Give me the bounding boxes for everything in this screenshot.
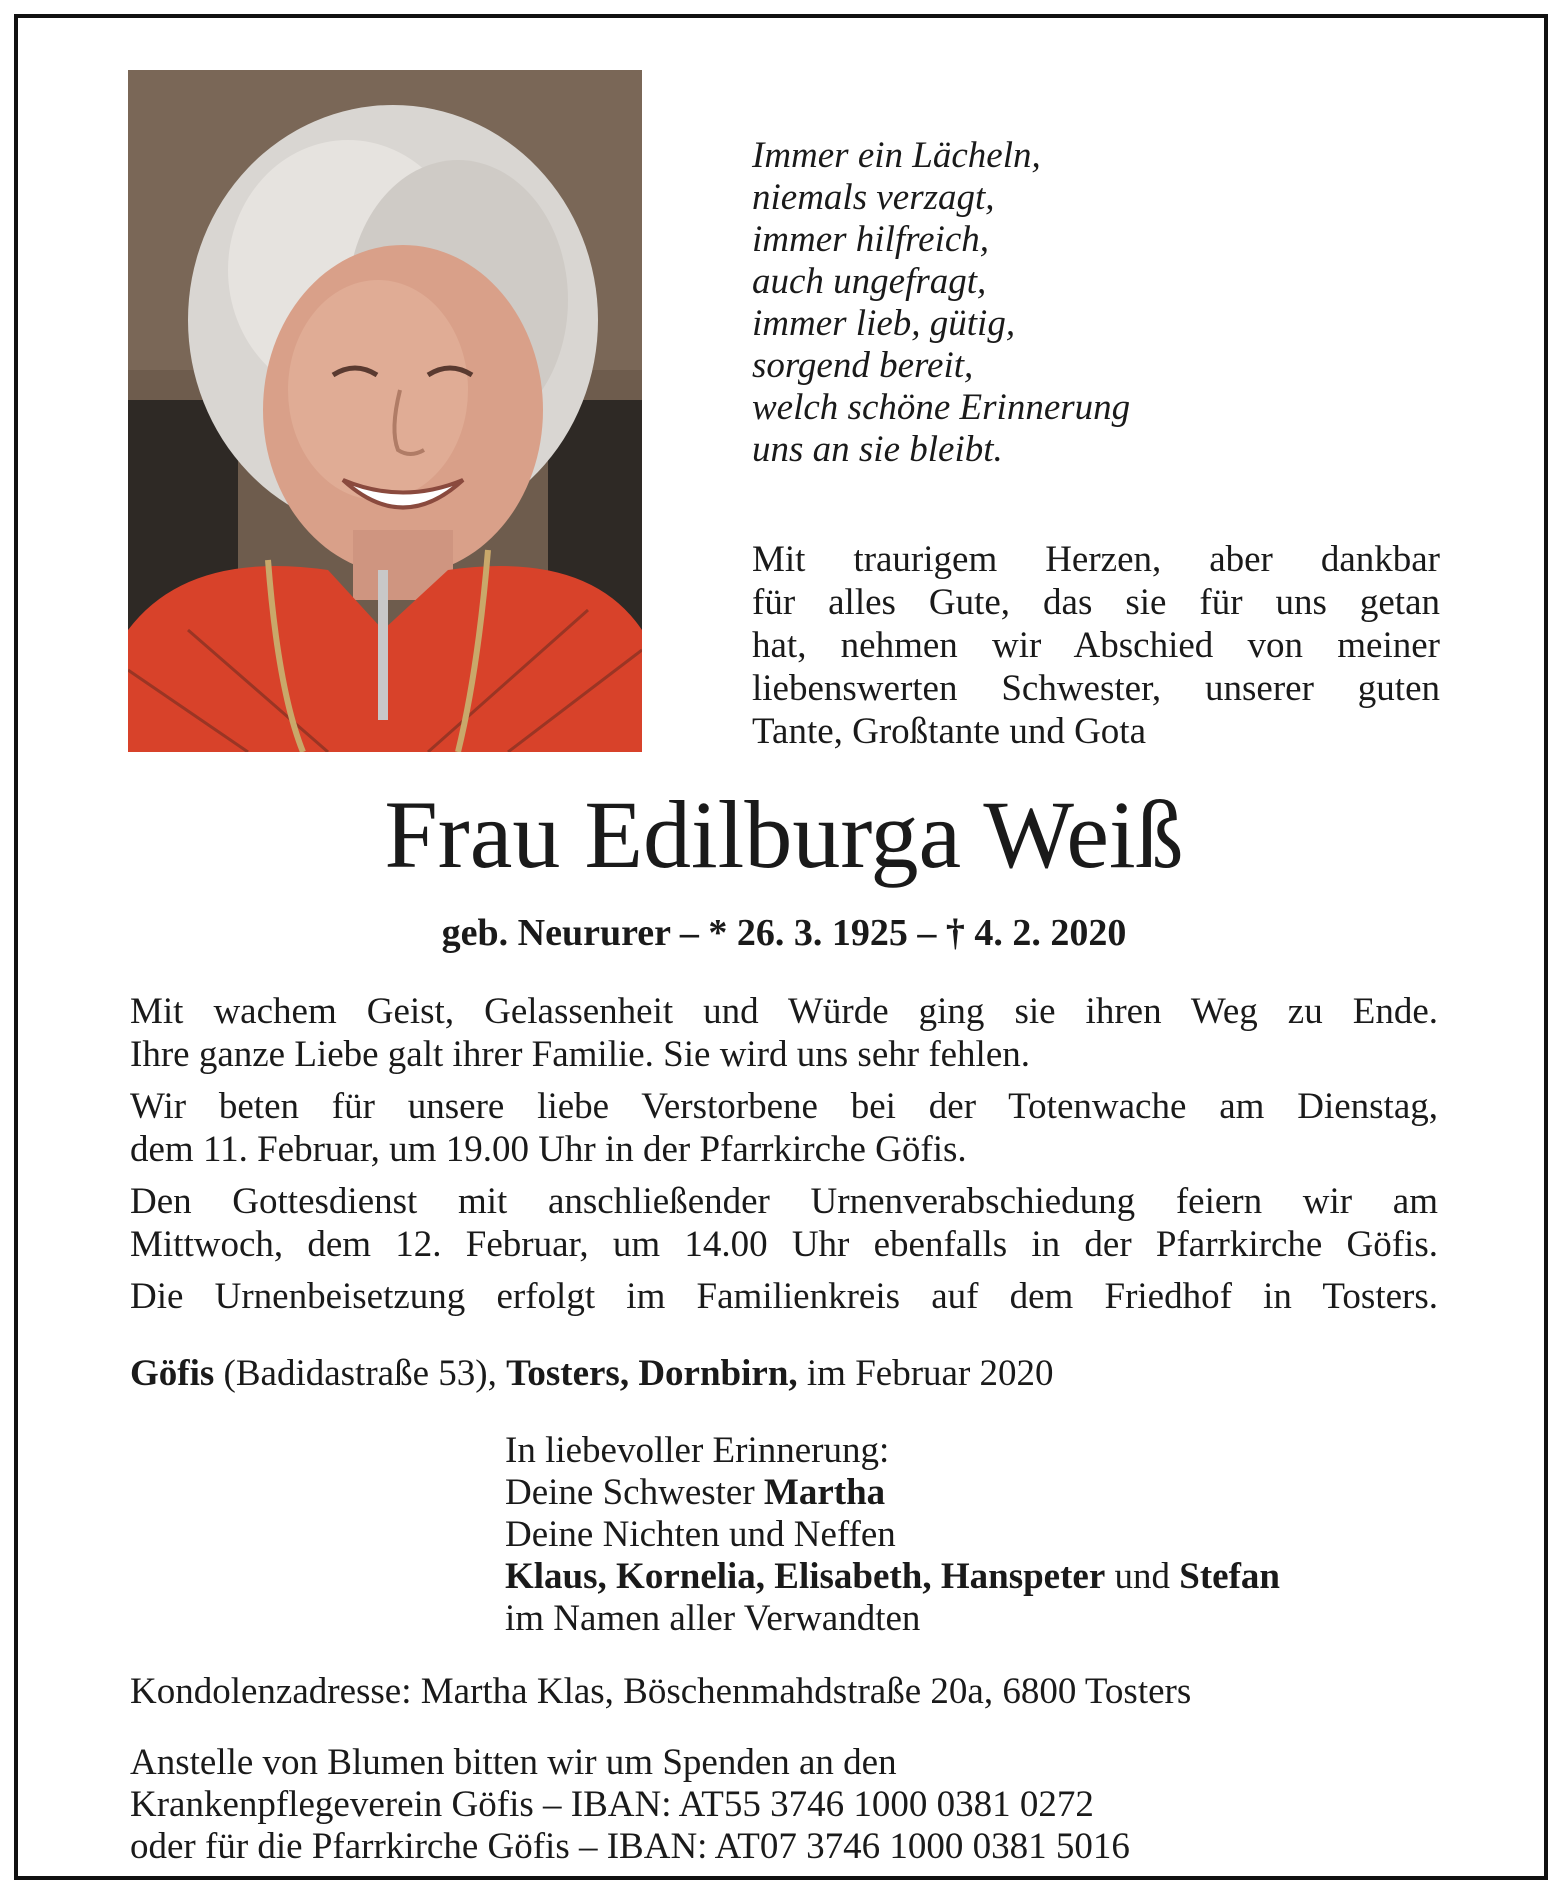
poem-line: welch schöne Erinnerung	[752, 387, 1131, 428]
sister-name: Martha	[763, 1472, 886, 1513]
portrait-illustration	[128, 70, 642, 752]
sister-prefix: Deine Schwester	[505, 1472, 764, 1513]
life-dates: geb. Neururer – * 26. 3. 1925 – † 4. 2. 2020	[441, 912, 1127, 954]
signature-line: im Namen aller Verwandten	[505, 1598, 921, 1639]
poem-line: auch ungefragt,	[752, 261, 987, 302]
paragraph-service	[130, 1180, 1438, 1266]
paragraph-line: Wir beten für unsere liebe Verstorbene bei der Totenwache am Dienstag,	[130, 1086, 1438, 1127]
portrait-photo	[128, 70, 642, 752]
poem-line: immer hilfreich,	[752, 219, 990, 260]
signature-block	[505, 1430, 1280, 1640]
poem-line: niemals verzagt,	[752, 177, 995, 218]
donation-line: Krankenpflegeverein Göfis – IBAN: AT55 3746 1000 0381 0272	[130, 1784, 1094, 1825]
paragraph-line: Mittwoch, dem 12. Februar, um 14.00 Uhr ebenfalls in der Pfarrkirche Göfis.	[130, 1224, 1438, 1265]
deceased-name: Frau Edilburga Weiß	[384, 781, 1184, 888]
poem	[752, 135, 1130, 471]
signature-line: Deine Nichten und Neffen	[505, 1514, 896, 1555]
donation-info	[130, 1742, 1130, 1868]
paragraph-line: Ihre ganze Liebe galt ihrer Familie. Sie wird uns sehr fehlen.	[130, 1034, 1031, 1075]
paragraph-burial	[130, 1275, 1438, 1318]
poem-line: uns an sie bleibt.	[752, 429, 1003, 470]
poem-line: immer lieb, gütig,	[752, 303, 1016, 344]
paragraph-wake	[130, 1085, 1438, 1171]
paragraph-legacy	[130, 990, 1438, 1076]
donation-line: Anstelle von Blumen bitten wir um Spenden an den	[130, 1742, 897, 1783]
place-date: im Februar 2020	[797, 1353, 1054, 1394]
paragraph-line: Mit wachem Geist, Gelassenheit und Würde ging sie ihren Weg zu Ende.	[130, 991, 1438, 1032]
signature-line	[505, 1556, 1280, 1598]
place-town: Göfis	[130, 1353, 215, 1394]
condolence-address: Kondolenzadresse: Martha Klas, Böschenmahdstraße 20a, 6800 Tosters	[130, 1671, 1192, 1712]
poem-line: sorgend bereit,	[752, 345, 974, 386]
intro-line: für alles Gute, das sie für uns getan	[752, 582, 1440, 623]
nephew-names: Klaus, Kornelia, Elisabeth, Hanspeter	[505, 1556, 1106, 1597]
conjunction: und	[1105, 1556, 1180, 1597]
paragraph-line: dem 11. Februar, um 19.00 Uhr in der Pfarrkirche Göfis.	[130, 1129, 967, 1170]
paragraph-line: Den Gottesdienst mit anschließender Urnenverabschiedung feiern wir am	[130, 1181, 1438, 1222]
intro-line: hat, nehmen wir Abschied von meiner	[752, 625, 1440, 666]
intro-text	[752, 538, 1440, 753]
intro-line: Mit traurigem Herzen, aber dankbar	[752, 539, 1440, 580]
place-towns: Tosters, Dornbirn,	[506, 1353, 798, 1394]
intro-line: liebenswerten Schwester, unserer guten	[752, 668, 1440, 709]
poem-line: Immer ein Lächeln,	[752, 135, 1041, 176]
place-and-date	[130, 1352, 1054, 1395]
signature-line: In liebevoller Erinnerung:	[505, 1430, 890, 1471]
nephew-last: Stefan	[1179, 1556, 1280, 1597]
donation-line: oder für die Pfarrkirche Göfis – IBAN: AT07 3746 1000 0381 5016	[130, 1826, 1130, 1867]
paragraph-line: Die Urnenbeisetzung erfolgt im Familienkreis auf dem Friedhof in Tosters.	[130, 1276, 1438, 1317]
place-address: (Badidastraße 53),	[214, 1353, 507, 1394]
intro-line: Tante, Großtante und Gota	[752, 711, 1147, 752]
signature-line	[505, 1472, 1280, 1514]
